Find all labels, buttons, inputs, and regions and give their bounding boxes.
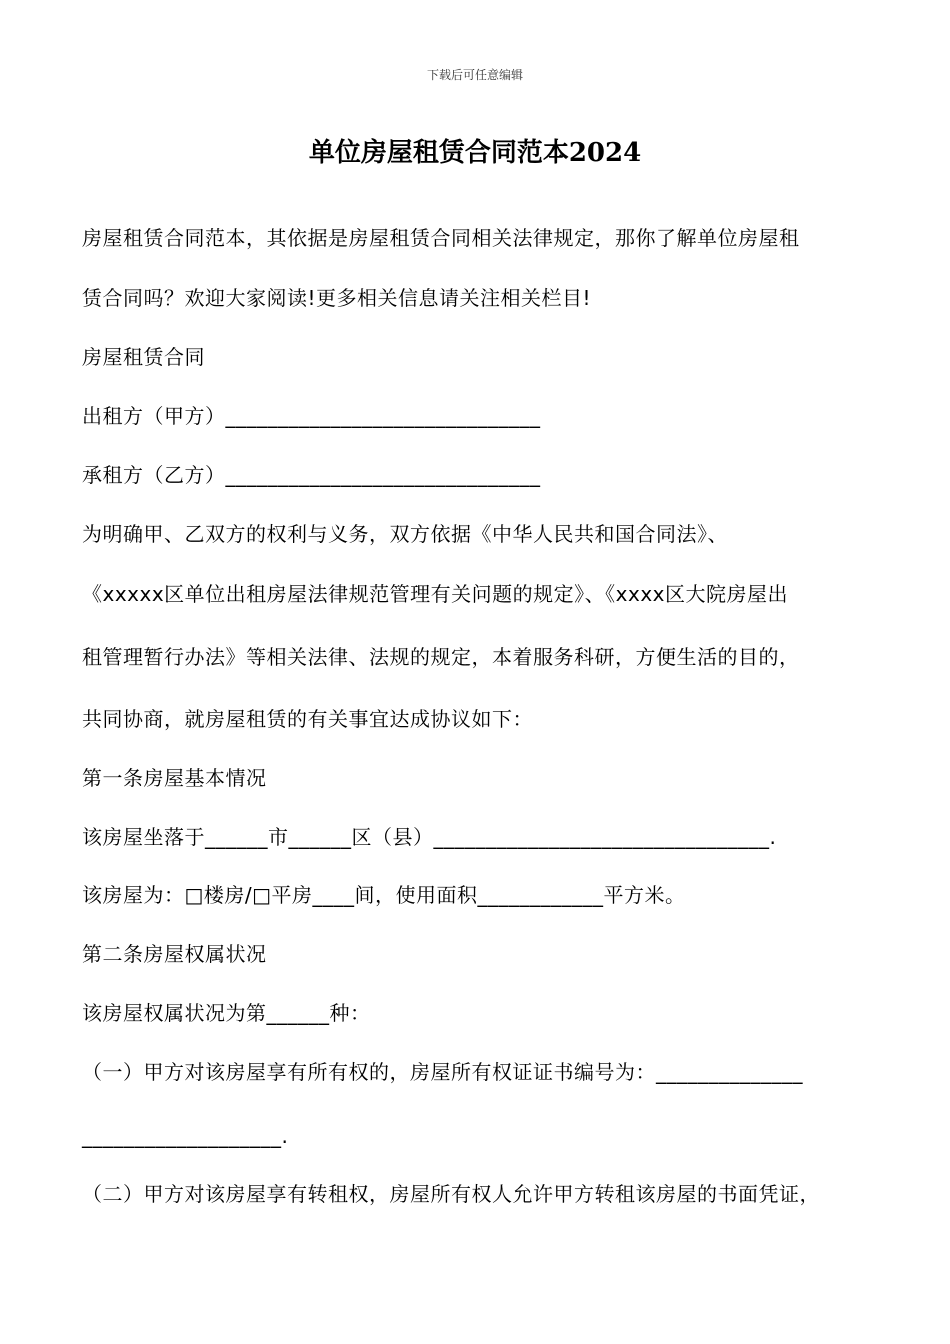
- lessor-field: 出租方（甲方）______________________________: [82, 404, 541, 428]
- article-2-heading: 第二条房屋权属状况: [82, 942, 267, 966]
- lessee-field: 承租方（乙方）______________________________: [82, 463, 541, 487]
- paragraph-line-intro-2: 赁合同吗？欢迎大家阅读!更多相关信息请关注相关栏目!: [82, 286, 592, 310]
- header-note: 下载后可任意编辑: [426, 68, 523, 82]
- paragraph-line-intro-1: 房屋租赁合同范本，其依据是房屋租赁合同相关法律规定，那你了解单位房屋租: [82, 226, 800, 250]
- ownership-clause-2: （二）甲方对该房屋享有转租权，房屋所有权人允许甲方转租该房屋的书面凭证，: [82, 1182, 820, 1206]
- ownership-clause-1: （一）甲方对该房屋享有所有权的，房屋所有权证证书编号为：______________: [82, 1060, 803, 1084]
- paragraph-line-basis-1: 为明确甲、乙双方的权利与义务，双方依据《中华人民共和国合同法》、: [82, 522, 728, 546]
- property-location-field: 该房屋坐落于______市______区（县）________________________________.: [82, 825, 777, 849]
- ownership-clause-1-cont: ___________________.: [82, 1124, 289, 1148]
- paragraph-line-basis-3: 租管理暂行办法》等相关法律、法规的规定，本着服务科研，方便生活的目的，: [82, 645, 800, 669]
- paragraph-line-basis-2: 《xxxxx区单位出租房屋法律规范管理有关问题的规定》、《xxxx区大院房屋出: [82, 582, 789, 606]
- ownership-status-field: 该房屋权属状况为第______种：: [82, 1001, 371, 1025]
- paragraph-line-basis-4: 共同协商，就房屋租赁的有关事宜达成协议如下：: [82, 707, 533, 731]
- section-heading-contract: 房屋租赁合同: [82, 345, 205, 369]
- document-title: 单位房屋租赁合同范本2024: [308, 138, 642, 168]
- article-1-heading: 第一条房屋基本情况: [82, 766, 267, 790]
- property-type-field: 该房屋为：□楼房/□平房____间，使用面积____________平方米。: [82, 883, 686, 907]
